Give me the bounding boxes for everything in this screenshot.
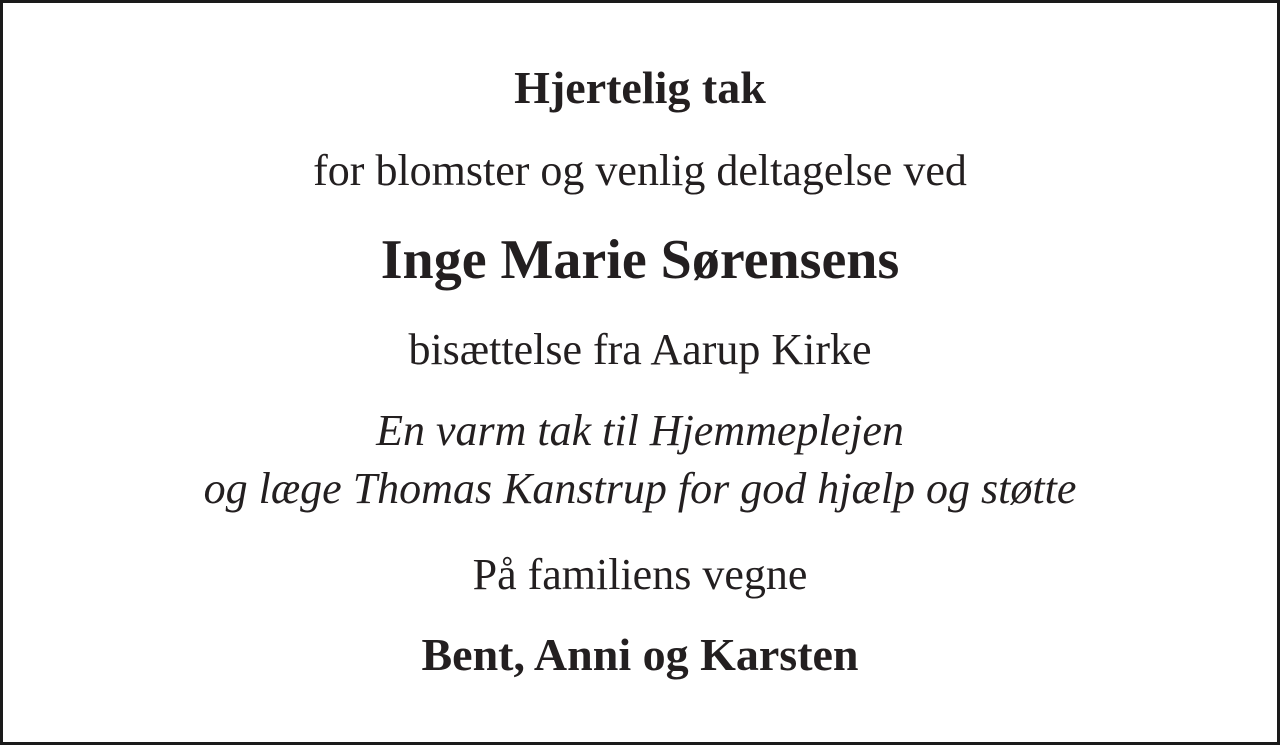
notice-title: Hjertelig tak <box>514 62 766 113</box>
special-thanks-line: En varm tak til Hjemmeplejen <box>376 406 904 455</box>
deceased-name: Inge Marie Sørensens <box>380 229 900 291</box>
notice-intro: for blomster og venlig deltagelse ved <box>313 146 967 195</box>
ceremony-text: bisættelse fra Aarup Kirke <box>408 325 872 374</box>
signers: Bent, Anni og Karsten <box>421 629 859 680</box>
on-behalf-text: På familiens vegne <box>472 550 808 599</box>
special-thanks-line: og læge Thomas Kanstrup for god hjælp og støtte <box>203 464 1077 513</box>
